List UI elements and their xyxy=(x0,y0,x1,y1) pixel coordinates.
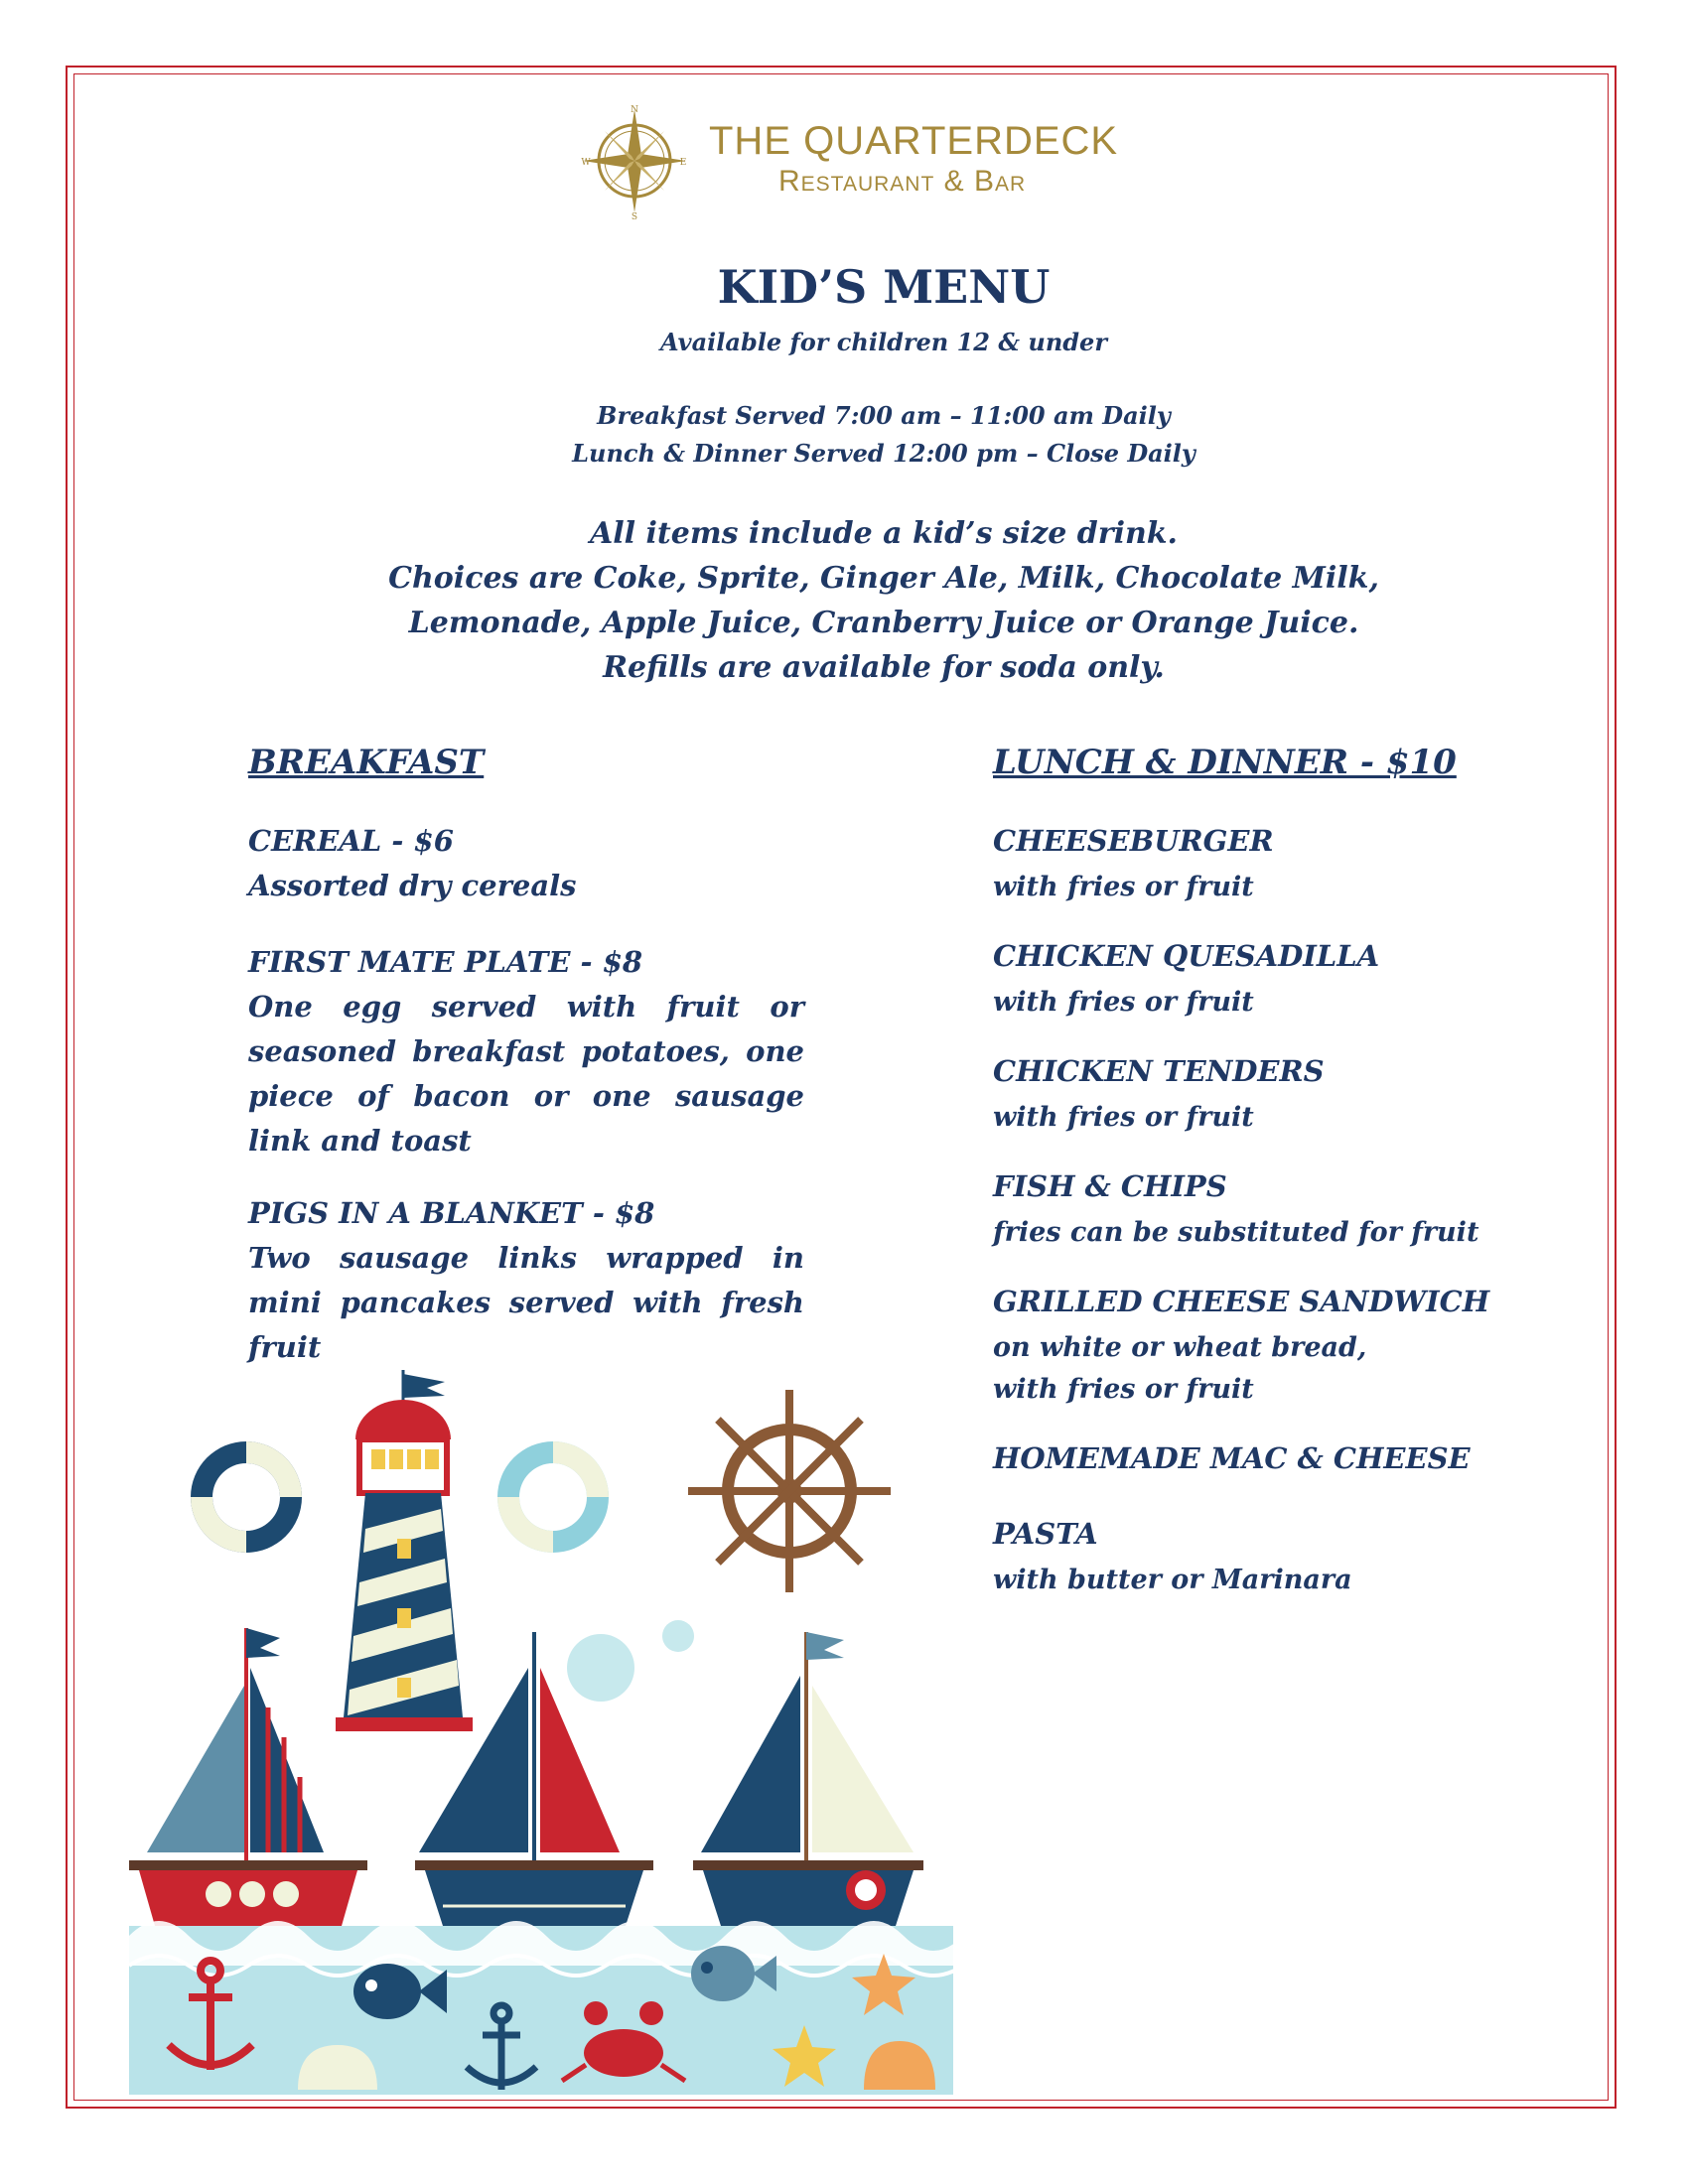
restaurant-logo xyxy=(580,103,1196,222)
menu-item-desc: with fries or fruit xyxy=(993,872,1254,902)
drink-note-4: Refills are available for soda only. xyxy=(603,650,1165,685)
restaurant-name: THE QUARTERDECK xyxy=(709,119,1119,163)
nautical-illustration xyxy=(129,1370,953,2095)
menu-item-name: CEREAL - $6 xyxy=(248,824,454,858)
menu-item-desc: Assorted dry cereals xyxy=(248,869,577,902)
page-title: KID’S MENU xyxy=(717,260,1051,314)
sailboat-icon xyxy=(129,1628,367,1926)
lunch-dinner-heading: LUNCH & DINNER - $10 xyxy=(993,743,1457,782)
menu-item-desc: with fries or fruit xyxy=(993,1102,1254,1133)
bubble-icon xyxy=(662,1620,694,1652)
menu-item-desc: on white or wheat bread, xyxy=(993,1332,1367,1363)
menu-item-name: HOMEMADE MAC & CHEESE xyxy=(993,1441,1471,1475)
menu-item-desc: with fries or fruit xyxy=(993,987,1254,1018)
compass-s: S xyxy=(631,212,638,222)
menu-item-name: PIGS IN A BLANKET - $8 xyxy=(248,1196,655,1230)
menu-item-name: FISH & CHIPS xyxy=(993,1169,1227,1203)
menu-item-name: CHICKEN TENDERS xyxy=(993,1054,1325,1088)
life-ring-light-icon xyxy=(497,1441,609,1553)
breakfast-heading: BREAKFAST xyxy=(248,743,485,782)
restaurant-subtitle: Restaurant & Bar xyxy=(778,165,1027,198)
menu-item-name: FIRST MATE PLATE - $8 xyxy=(248,945,643,979)
menu-item-desc: with fries or fruit xyxy=(993,1374,1254,1405)
drink-note-2: Choices are Coke, Sprite, Ginger Ale, Milk, Chocolate Milk, xyxy=(388,561,1379,596)
menu-item-name: GRILLED CHEESE SANDWICH xyxy=(993,1285,1490,1318)
drink-note-3: Lemonade, Apple Juice, Cranberry Juice or Orange Juice. xyxy=(408,606,1359,640)
menu-item-desc: with butter or Marinara xyxy=(993,1565,1352,1595)
menu-item-name: CHICKEN QUESADILLA xyxy=(993,939,1380,973)
compass-rose-icon xyxy=(580,103,689,222)
compass-e: E xyxy=(679,158,687,168)
compass-w: W xyxy=(581,158,591,168)
menu-item-desc: fries can be substituted for fruit xyxy=(993,1217,1479,1248)
menu-item-name: PASTA xyxy=(993,1517,1098,1551)
lighthouse-icon xyxy=(336,1370,473,1731)
lunch-hours: Lunch & Dinner Served 12:00 pm – Close Daily xyxy=(572,439,1196,468)
eligibility-note: Available for children 12 & under xyxy=(660,328,1107,356)
bubble-icon xyxy=(567,1634,634,1702)
life-ring-navy-icon xyxy=(191,1441,302,1553)
menu-item-desc: Two sausage links wrapped in mini pancakes served with fresh fruit xyxy=(248,1241,804,1364)
ship-wheel-icon xyxy=(688,1390,891,1592)
menu-item-desc: One egg served with fruit or seasoned breakfast potatoes, one piece of bacon or one sausage link and toast xyxy=(248,990,804,1158)
menu-item-name: CHEESEBURGER xyxy=(993,824,1274,858)
sailboat-icon xyxy=(693,1632,923,1926)
drink-note-1: All items include a kid’s size drink. xyxy=(589,516,1179,551)
compass-n: N xyxy=(631,105,638,115)
breakfast-hours: Breakfast Served 7:00 am – 11:00 am Daily xyxy=(597,401,1171,430)
